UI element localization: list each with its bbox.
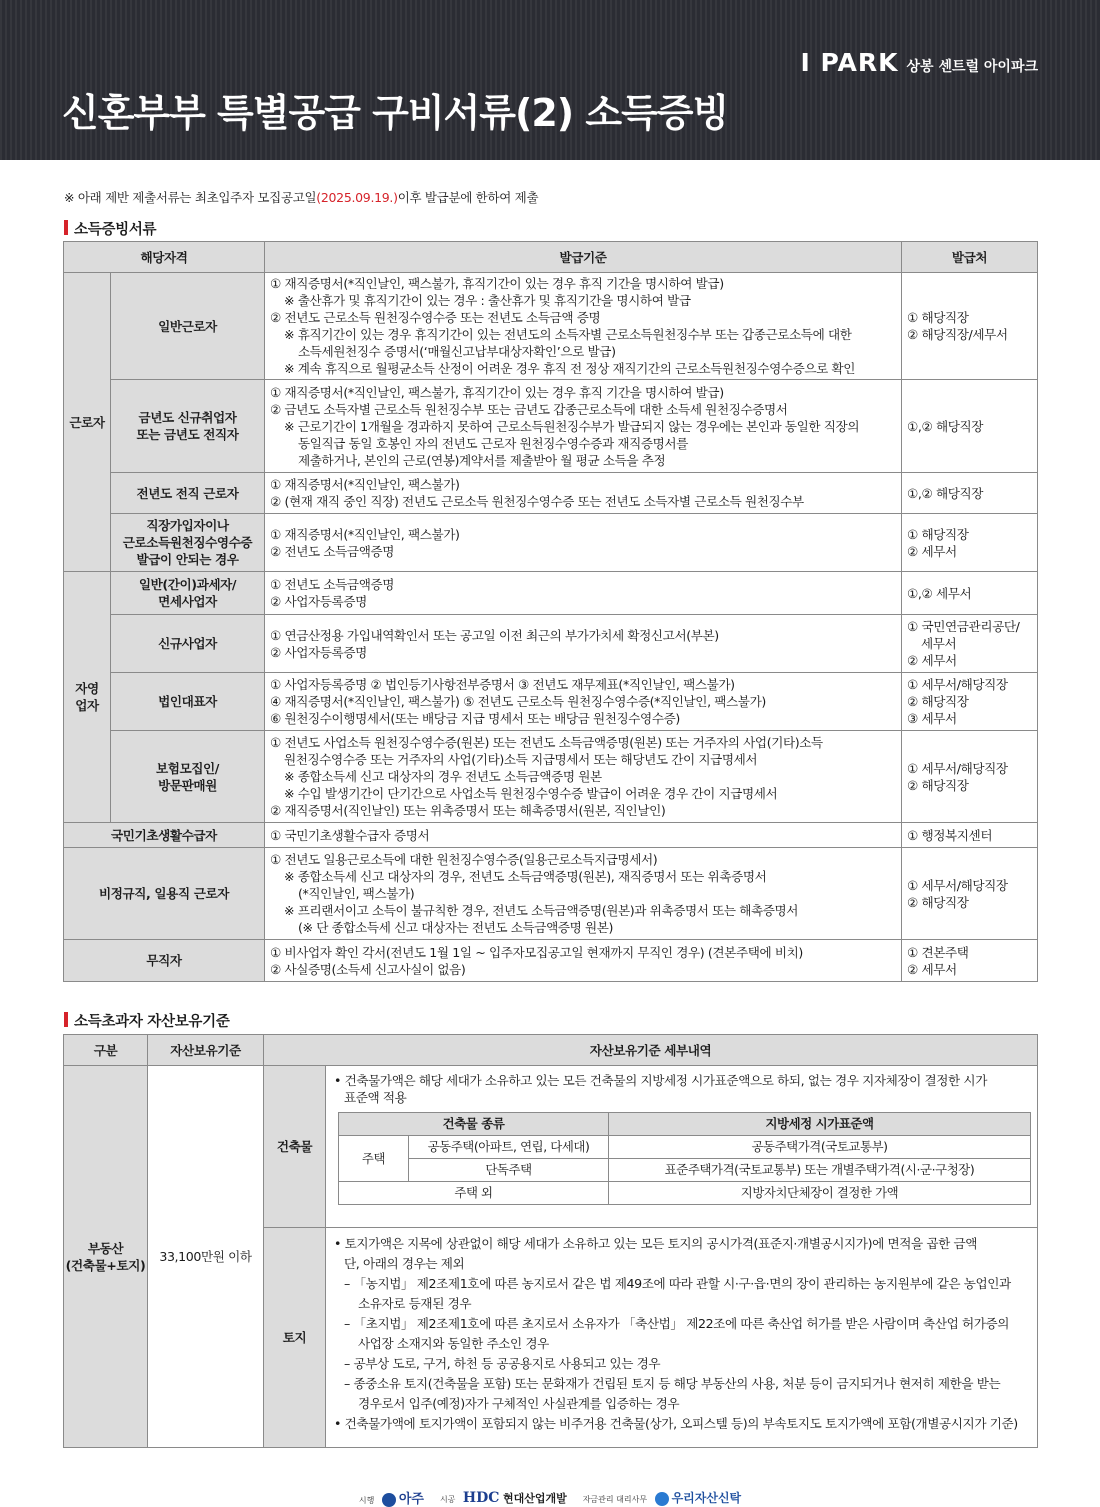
page-title: 신혼부부 특별공급 구비서류(2) 소득증빙: [62, 91, 729, 135]
table-row: [64, 673, 1038, 731]
footer-developer: 시행 아주: [358, 1492, 424, 1507]
woori-logo-icon: [655, 1492, 669, 1506]
brand-logo: I PARK: [800, 48, 899, 77]
group-worker: 근로자: [64, 273, 111, 572]
notice-prefix: ※ 아래 제반 제출서류는 최초입주자 모집공고일: [64, 190, 317, 205]
table-row: [64, 1066, 1038, 1228]
income-documents-table: [63, 241, 1038, 982]
col-header-qualification: 해당자격: [64, 242, 265, 273]
col-header-category: 구분: [64, 1035, 148, 1066]
row-label: 비정규직, 일용직 근로자: [64, 848, 265, 940]
section-title-assets: 소득초과자 자산보유기준: [64, 1010, 230, 1031]
row-issuer: ① 행정복지센터: [902, 823, 1038, 848]
row-label: 금년도 신규취업자 또는 금년도 전직자: [111, 380, 265, 473]
inner-cell: 공동주택가격(국토교통부): [609, 1136, 1031, 1159]
row-criteria: ① 전년도 소득금액증명 ② 사업자등록증명: [265, 572, 902, 615]
inner-cell: 지방자치단체장이 결정한 가액: [609, 1182, 1031, 1205]
header-banner: [0, 0, 1100, 160]
row-label: 국민기초생활수급자: [64, 823, 265, 848]
row-label: 법인대표자: [111, 673, 265, 731]
row-criteria: ① 전년도 일용근로소득에 대한 원천징수영수증(일용근로소득지급명세서) ※ 종합소득세 신고 대상자의 경우, 전년도 소득금액증명(원본), 재직증명서 또는 위촉증명서 (*직인날인, 팩스불가) ※ 프리랜서이고 소득이 불규칙한 경우, 전년도 소득금액증명(원본)과 위촉증명서 또는 해촉증명서 (※ 단 종합소득세 신고 대상자는 전년도 소득금액증명 원본): [265, 848, 902, 940]
notice-suffix: 이후 발급분에 한하여 제출: [397, 190, 539, 205]
inner-cell: 공동주택(아파트, 연립, 다세대): [409, 1136, 609, 1159]
table-header-row: [64, 242, 1038, 273]
footer-builder: 시공 HDC 현대산업개발: [439, 1489, 567, 1506]
inner-housing-label: 주택: [339, 1136, 409, 1182]
footer: [0, 1488, 1100, 1507]
row-label: 무직자: [64, 940, 265, 982]
row-issuer: ① 세무서/해당직장 ② 해당직장: [902, 848, 1038, 940]
row-label: 일반근로자: [111, 273, 265, 380]
row-issuer: ①,② 세무서: [902, 572, 1038, 615]
table-row: [64, 473, 1038, 514]
asset-standard-value: 33,100만원 이하: [148, 1066, 264, 1448]
table-header-row: [64, 1035, 1038, 1066]
col-header-standard: 자산보유기준: [148, 1035, 264, 1066]
row-label: 보험모집인/ 방문판매원: [111, 731, 265, 823]
row-issuer: ① 세무서/해당직장 ② 해당직장 ③ 세무서: [902, 673, 1038, 731]
building-detail: • 건축물가액은 해당 세대가 소유하고 있는 모든 건축물의 지방세정 시가표준액으로 하되, 없는 경우 지자체장이 결정한 시가 표준액 적용 건축물 종류 지방세정 시가표준액 주택 공동주택(아파트, 연립, 다세대) 공동주택가격(국토교통부) 단독주택 표준주택가격(국토교통부) 또는 개별주택가격(시·군·구청장) 주택 외 지방자치단체장이 결정한 가액: [326, 1066, 1038, 1228]
table-row: [64, 848, 1038, 940]
row-label: 신규사업자: [111, 615, 265, 673]
row-criteria: ① 사업자등록증명 ② 법인등기사항전부증명서 ③ 전년도 재무제표(*직인날인, 팩스불가) ④ 재직증명서(*직인날인, 팩스불가) ⑤ 전년도 근로소득 원천징수영수증(*직인날인, 팩스불가) ⑥ 원천징수이행명세서(또는 배당금 지급 명세서 또는 배당금 원천징수영수증): [265, 673, 902, 731]
col-header-detail: 자산보유기준 세부내역: [264, 1035, 1038, 1066]
table-row: [64, 731, 1038, 823]
col-header-criteria: 발급기준: [265, 242, 902, 273]
inner-cell: 주택 외: [339, 1182, 609, 1205]
inner-header-type: 건축물 종류: [339, 1113, 609, 1136]
ajou-logo-icon: [382, 1493, 396, 1507]
row-criteria: ① 연금산정용 가입내역확인서 또는 공고일 이전 최근의 부가가치세 확정신고서(부본) ② 사업자등록증명: [265, 615, 902, 673]
row-issuer: ① 해당직장 ② 세무서: [902, 514, 1038, 572]
asset-standard-table: [63, 1034, 1038, 1448]
brand-name: 상봉 센트럴 아이파크: [906, 59, 1038, 75]
table-row: [64, 273, 1038, 380]
row-criteria: ① 국민기초생활수급자 증명서: [265, 823, 902, 848]
group-self-employed: 자영 업자: [64, 572, 111, 823]
inner-header-price: 지방세정 시가표준액: [609, 1113, 1031, 1136]
row-label: 전년도 전직 근로자: [111, 473, 265, 514]
row-criteria: ① 재직증명서(*직인날인, 팩스불가) ② 전년도 소득금액증명: [265, 514, 902, 572]
land-detail: • 토지가액은 지목에 상관없이 해당 세대가 소유하고 있는 모든 토지의 공시가격(표준지·개별공시지가)에 면적을 곱한 금액 단, 아래의 경우는 제외 – 「농지법」 제2조제1호에 따른 농지로서 같은 법 제49조에 따라 관할 시·구·읍·면의 장이 관리하는 농지원부에 같은 농업인과 소유자로 등재된 경우 – 「초지법」 제2조제1호에 따른 초지로서 소유자가 「축산법」 제22조에 따른 축산업 허가를 받은 사람이며 축산업 허가증의 사업장 소재지와 동일한 주소인 경우 – 공부상 도로, 구거, 하천 등 공공용지로 사용되고 있는 경우 – 종중소유 토지(건축물을 포함) 또는 문화재가 건립된 토지 등 해당 부동산의 사용, 처분 등이 금지되거나 현저히 제한을 받는 경우로서 입주(예정)자가 구체적인 사실관계를 입증하는 경우 • 건축물가액에 토지가액이 포함되지 않는 비주거용 건축물(상가, 오피스텔 등)의 부속토지도 토지가액에 포함(개별공시지가 기준): [326, 1228, 1038, 1448]
row-issuer: ① 견본주택 ② 세무서: [902, 940, 1038, 982]
row-label: 직장가입자이나 근로소득원천징수영수증 발급이 안되는 경우: [111, 514, 265, 572]
row-criteria: ① 재직증명서(*직인날인, 팩스불가, 휴직기간이 있는 경우 휴직 기간을 명시하여 발급) ※ 출산휴가 및 휴직기간이 있는 경우 : 출산휴가 및 휴직기간을 명시하여 발급 ② 전년도 근로소득 원천징수영수증 또는 전년도 소득금액 증명 ※ 휴직기간이 있는 경우 휴직기간이 있는 전년도의 소득자별 근로소득원천징수부 또는 갑종근로소득에 대한 소득세원천징수 증명서(‘매월신고납부대상자확인’으로 발급) ※ 계속 휴직으로 월평균소득 산정이 어려운 경우 휴직 전 정상 재직기간의 근로소득원천징수영수증으로 확인: [265, 273, 902, 380]
row-issuer: ①,② 해당직장: [902, 473, 1038, 514]
section-title-income: 소득증빙서류: [64, 218, 156, 239]
inner-cell: 단독주택: [409, 1159, 609, 1182]
footer-trust: 자금관리 대리사무 우리자산신탁: [582, 1491, 742, 1505]
notice-date: (2025.09.19.): [316, 190, 398, 205]
row-issuer: ① 국민연금관리공단/ 세무서 ② 세무서: [902, 615, 1038, 673]
category-real-estate: 부동산 (건축물+토지): [64, 1066, 148, 1448]
table-row: [64, 514, 1038, 572]
table-row: [64, 380, 1038, 473]
row-criteria: ① 비사업자 확인 각서(전년도 1월 1일 ~ 입주자모집공고일 현재까지 무직인 경우) (견본주택에 비치) ② 사실증명(소득세 신고사실이 없음): [265, 940, 902, 982]
inner-cell: 표준주택가격(국토교통부) 또는 개별주택가격(시·군·구청장): [609, 1159, 1031, 1182]
col-header-issuer: 발급처: [902, 242, 1038, 273]
table-row: [64, 572, 1038, 615]
table-row: [64, 615, 1038, 673]
row-criteria: ① 전년도 사업소득 원천징수영수증(원본) 또는 전년도 소득금액증명(원본) 또는 거주자의 사업(기타)소득 원천징수영수증 또는 거주자의 사업(기타)소득 지급명세서 또는 해당년도 간이 지급명세서 ※ 종합소득세 신고 대상자의 경우 전년도 소득금액증명 원본 ※ 수입 발생기간이 단기간으로 사업소득 원천징수영수증 발급이 어려운 경우 간이 지급명세서 ② 재직증명서(직인날인) 또는 위촉증명서 또는 해촉증명서(원본, 직인날인): [265, 731, 902, 823]
building-label: 건축물: [264, 1066, 326, 1228]
notice-text: [64, 188, 538, 206]
building-type-table: [338, 1112, 1031, 1205]
brand: [801, 48, 1038, 77]
row-label: 일반(간이)과세자/ 면세사업자: [111, 572, 265, 615]
row-criteria: ① 재직증명서(*직인날인, 팩스불가) ② (현재 재직 중인 직장) 전년도 근로소득 원천징수영수증 또는 전년도 소득자별 근로소득 원천징수부: [265, 473, 902, 514]
row-issuer: ①,② 해당직장: [902, 380, 1038, 473]
row-criteria: ① 재직증명서(*직인날인, 팩스불가, 휴직기간이 있는 경우 휴직 기간을 명시하여 발급) ② 금년도 소득자별 근로소득 원천징수부 또는 금년도 갑종근로소득에 대한 소득세 원천징수증명서 ※ 근로기간이 1개월을 경과하지 못하여 근로소득원천징수부가 발급되지 않는 경우에는 본인과 동일한 직장의 동일직급 동일 호봉인 자의 전년도 근로자 원천징수영수증과 재직증명서를 제출하거나, 본인의 근로(연봉)계약서를 제출받아 월 평균 소득을 추정: [265, 380, 902, 473]
row-issuer: ① 세무서/해당직장 ② 해당직장: [902, 731, 1038, 823]
land-label: 토지: [264, 1228, 326, 1448]
row-issuer: ① 해당직장 ② 해당직장/세무서: [902, 273, 1038, 380]
table-row: [64, 823, 1038, 848]
table-row: [64, 940, 1038, 982]
